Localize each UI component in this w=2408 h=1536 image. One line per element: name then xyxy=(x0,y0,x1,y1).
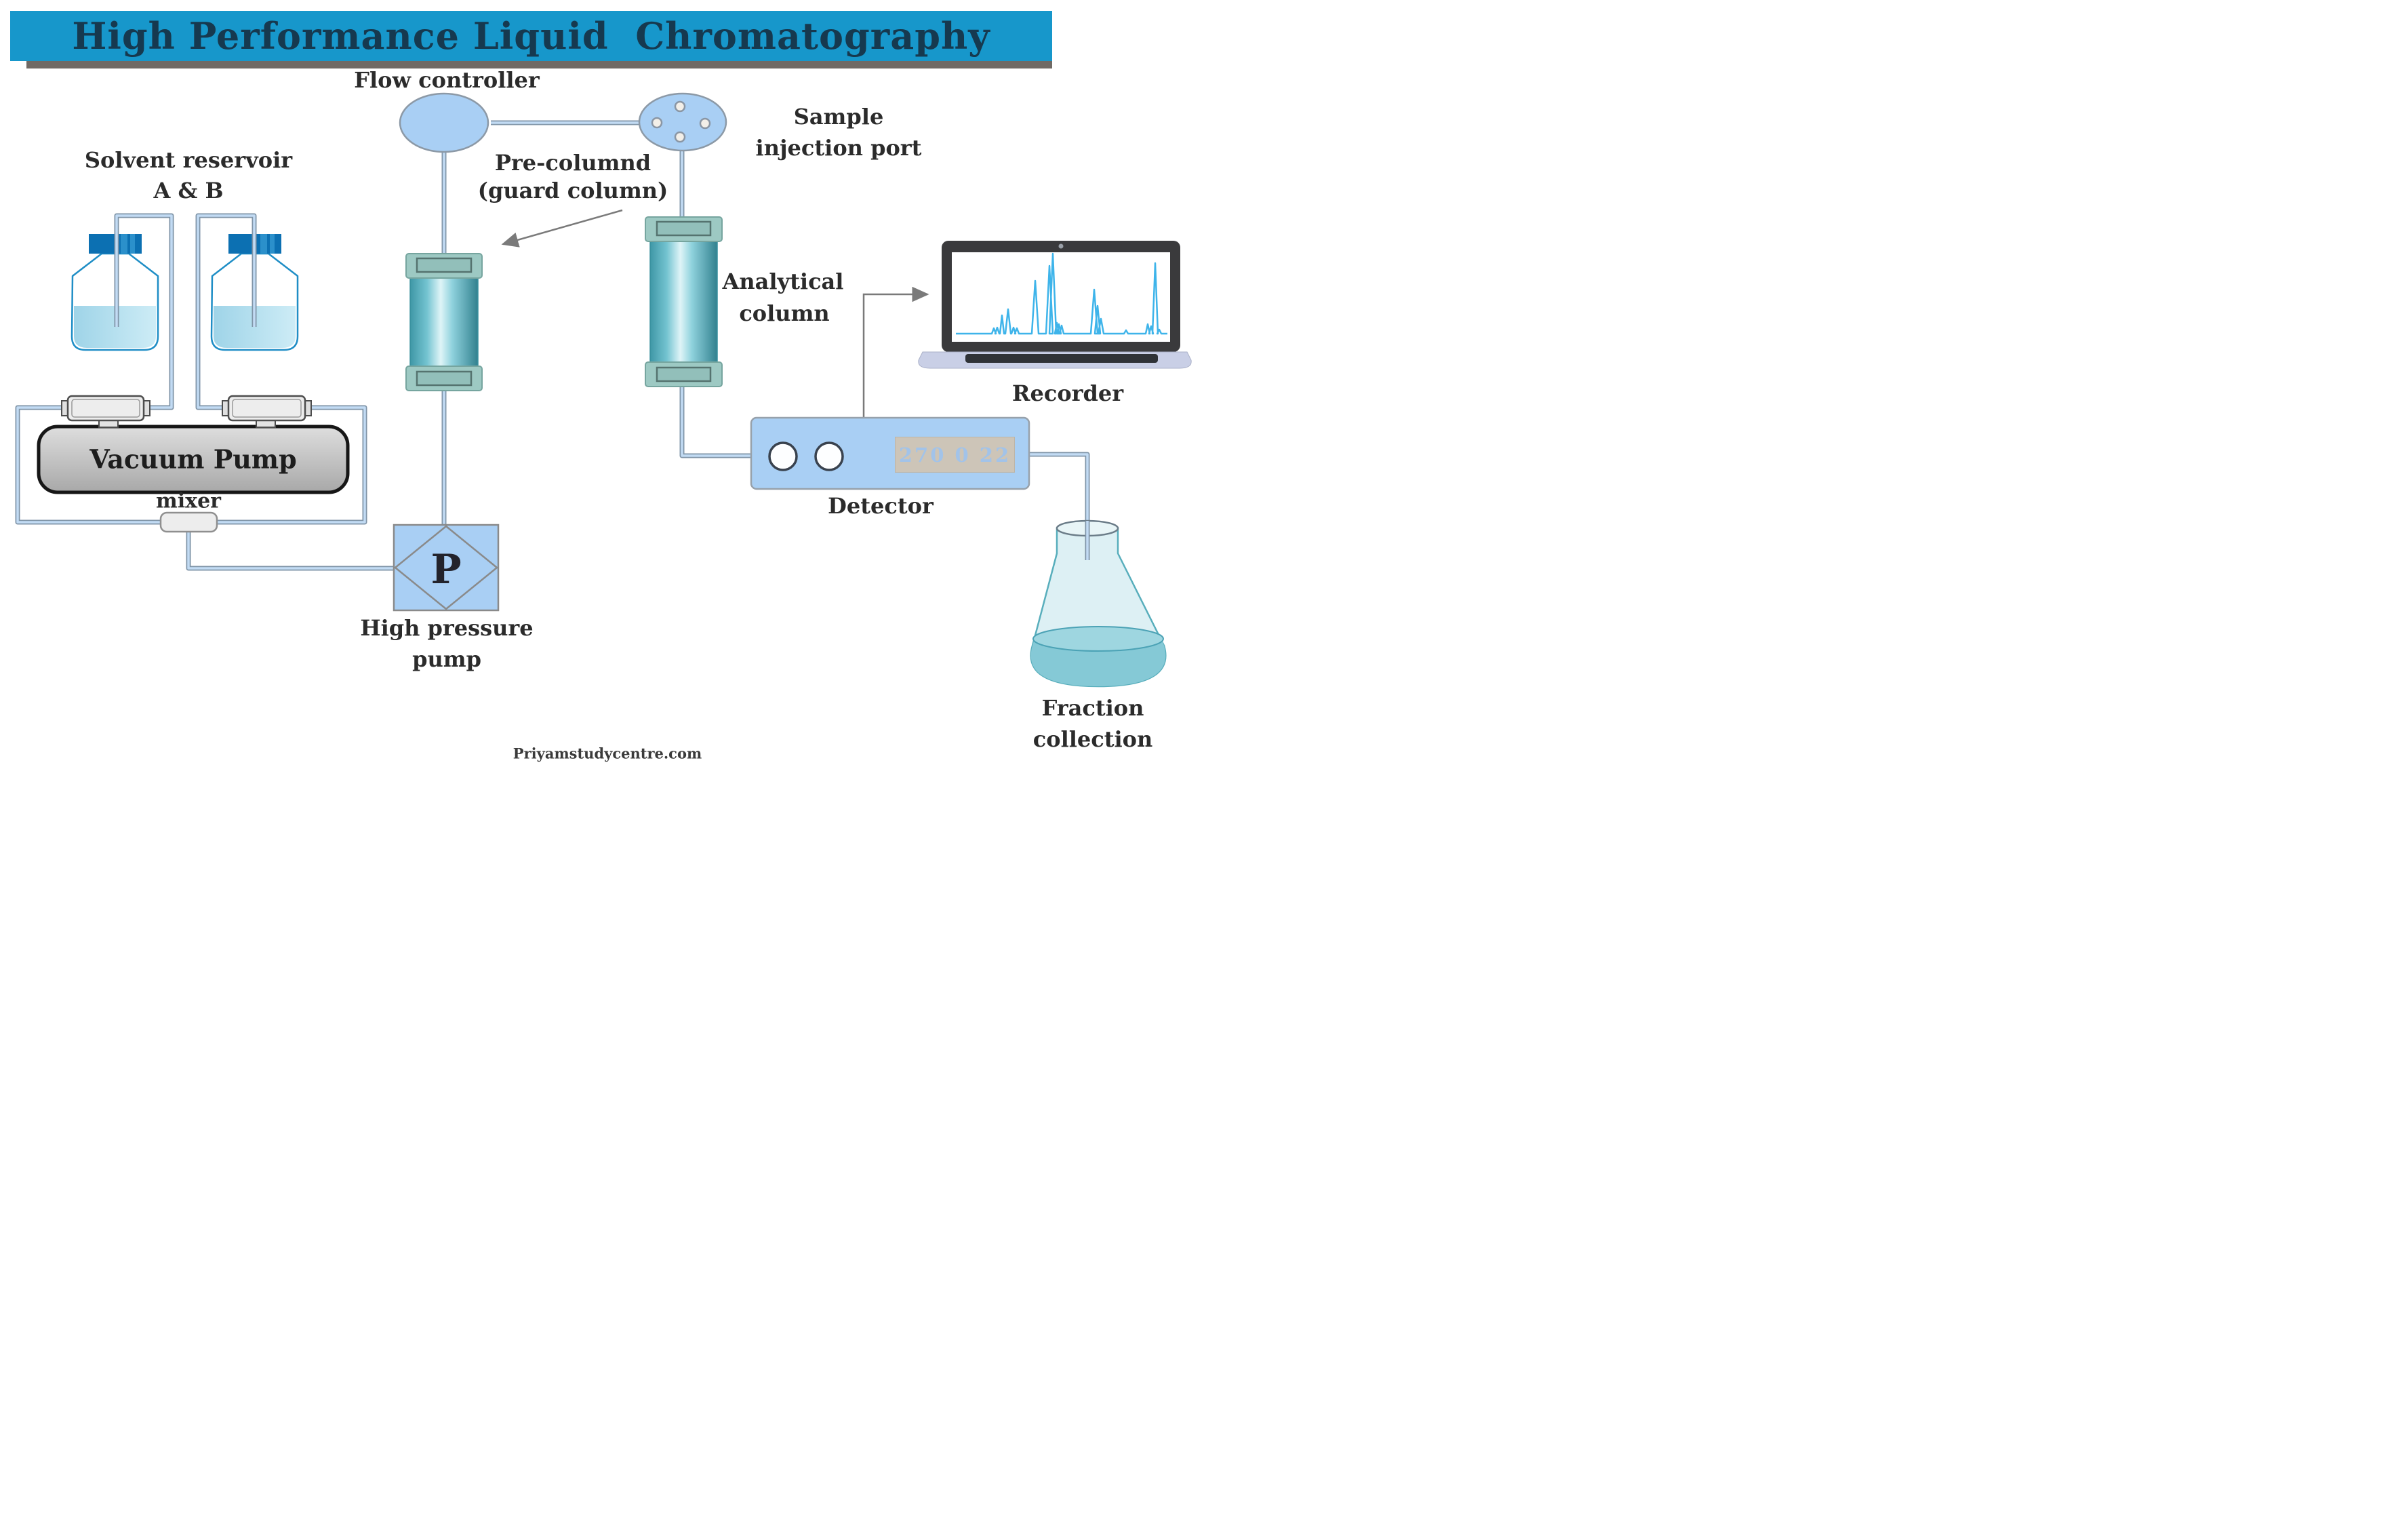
high-pressure-pump-label-2: pump xyxy=(412,646,481,672)
guard-column-shape xyxy=(406,254,482,391)
detector-display: 270 0 22 xyxy=(895,437,1015,473)
sample-injection-label-2: injection port xyxy=(755,135,922,161)
fraction-collection-label-2: collection xyxy=(1032,726,1153,752)
precolumn-label-2: (guard column) xyxy=(477,178,668,203)
flow-controller-shape xyxy=(400,94,488,152)
recorder-laptop xyxy=(919,241,1191,368)
fraction-collection-label-1: Fraction xyxy=(1041,695,1144,721)
flow-controller-label: Flow controller xyxy=(354,67,540,93)
fraction-flask xyxy=(1031,521,1166,686)
recorder-label: Recorder xyxy=(1011,380,1124,406)
solvent-reservoir-label-1: Solvent reservoir xyxy=(84,147,293,173)
inlet-filter-b xyxy=(222,396,311,427)
watermark: Priyamstudycentre.com xyxy=(513,745,702,762)
sample-injection-port-shape xyxy=(639,94,726,151)
vacuum-pump-label: Vacuum Pump xyxy=(89,444,297,475)
detector-label: Detector xyxy=(828,493,934,519)
analytical-column-label-2: column xyxy=(739,300,830,326)
solvent-reservoir-label-2: A & B xyxy=(153,178,224,203)
analytical-column-shape xyxy=(645,217,722,387)
analytical-column-label-1: Analytical xyxy=(722,269,844,294)
high-pressure-pump-label-1: High pressure xyxy=(360,615,534,641)
inlet-filter-a xyxy=(62,396,150,427)
mixer-label: mixer xyxy=(156,489,221,513)
pump-symbol: P xyxy=(430,546,462,593)
hplc-diagram xyxy=(0,0,1204,768)
sample-injection-label-1: Sample xyxy=(793,104,884,130)
precolumn-label-1: Pre-columnd xyxy=(494,150,651,176)
recorder-arrow xyxy=(864,294,927,418)
mixer-shape xyxy=(161,513,217,532)
page-title: High Performance Liquid Chromatography xyxy=(10,11,1052,61)
guard-column-arrow xyxy=(503,210,622,244)
